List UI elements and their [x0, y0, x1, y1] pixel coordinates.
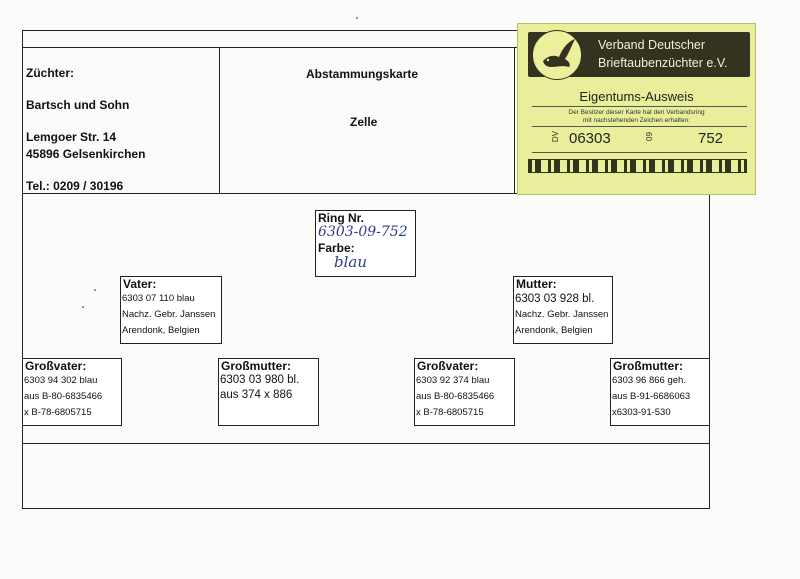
badge-ring-serial: 752	[698, 130, 724, 147]
mother-line2: Nachz. Gebr. Janssen	[515, 309, 609, 320]
grandparent-line3: x6303-91-530	[612, 407, 671, 418]
grandparent-line2: aus B-80-6835466	[24, 391, 103, 402]
badge-title: Eigentums-Ausweis	[579, 89, 694, 104]
father-label: Vater:	[123, 277, 157, 291]
ring-label: Ring Nr.	[318, 211, 365, 225]
grandparent-line2: aus B-80-6835466	[416, 391, 495, 402]
grandparent-line3: x B-78-6805715	[24, 407, 92, 418]
header-divider-left	[219, 47, 220, 193]
color-label: Farbe:	[318, 241, 355, 255]
grandparent-line3: x B-78-6805715	[416, 407, 484, 418]
mother-box	[513, 276, 613, 344]
badge-org-line1: Verband Deutscher	[598, 38, 706, 52]
badge-org-line2: Brieftaubenzüchter e.V.	[598, 56, 728, 70]
badge-rule	[532, 152, 747, 153]
breeder-city: 45896 Gelsenkirchen	[26, 147, 146, 161]
scan-speck	[356, 17, 358, 19]
grandparent-label: Großmutter:	[613, 359, 683, 373]
color-value: blau	[334, 253, 368, 271]
badge-ring-year: 09	[644, 132, 654, 141]
mother-label: Mutter:	[516, 277, 557, 291]
card-subtitle: Zelle	[350, 115, 378, 129]
breeder-label: Züchter:	[26, 66, 74, 80]
grandmother-paternal-box	[218, 358, 319, 426]
badge-ring-number: 06303	[569, 130, 611, 147]
father-line3: Arendonk, Belgien	[122, 325, 200, 336]
mother-line1: 6303 03 928 bl.	[515, 293, 595, 305]
grandparent-label: Großmutter:	[221, 359, 291, 373]
breeder-name: Bartsch und Sohn	[26, 98, 130, 112]
grandparent-line2: aus B-91-6686063	[612, 391, 691, 402]
grandparent-line1: 6303 94 302 blau	[24, 375, 98, 386]
badge-header	[528, 32, 750, 77]
father-box	[120, 276, 222, 344]
grandparent-label: Großvater:	[25, 359, 87, 373]
breeder-phone: Tel.: 0209 / 30196	[26, 179, 124, 193]
badge-note-line1: Der Besitzer dieser Karte hat den Verbandsring	[568, 109, 705, 116]
grandparent-label: Großvater:	[417, 359, 479, 373]
grandparent-line1: 6303 03 980 bl.	[220, 374, 300, 386]
ring-value: 6303-09-752	[318, 224, 408, 240]
father-line1: 6303 07 110 blau	[122, 293, 195, 304]
badge-note-line2: mit nachstehenden Zeichen erhalten:	[583, 117, 690, 124]
footer-rule	[22, 443, 710, 444]
grandparent-line1: 6303 92 374 blau	[416, 375, 490, 386]
father-line2: Nachz. Gebr. Janssen	[122, 309, 216, 320]
dove-logo-icon	[532, 30, 582, 80]
card-title: Abstammungskarte	[306, 67, 419, 81]
bird-box	[315, 210, 416, 277]
badge-ornament	[528, 159, 747, 173]
ownership-badge	[517, 23, 756, 195]
grandfather-maternal-box	[414, 358, 515, 426]
grandmother-maternal-box	[610, 358, 710, 426]
mother-line3: Arendonk, Belgien	[515, 325, 593, 336]
header-divider-right	[514, 47, 515, 193]
grandparent-line2: aus 374 x 886	[220, 389, 293, 401]
badge-rule	[532, 126, 747, 127]
badge-rule	[532, 106, 747, 107]
grandparent-line1: 6303 96 866 geh.	[612, 375, 686, 386]
breeder-street: Lemgoer Str. 14	[26, 130, 117, 144]
badge-ring-prefix: DV	[551, 130, 561, 143]
grandfather-paternal-box	[22, 358, 122, 426]
